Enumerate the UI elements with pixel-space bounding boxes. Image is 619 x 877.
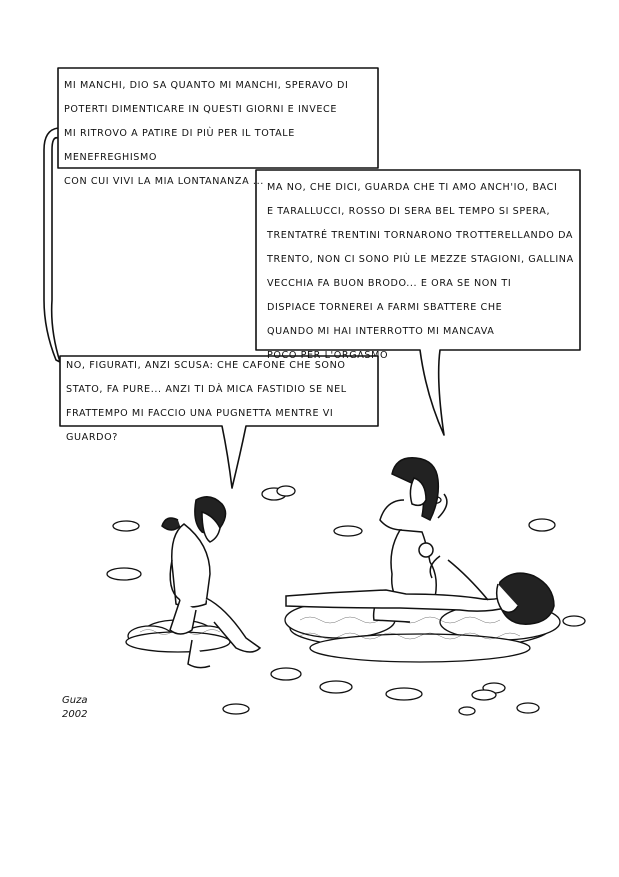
balloon-3-text: NO, FIGURATI, ANZI SCUSA: CHE CAFONE CHE SONO STATO, FA PURE... ANZI TI DÀ MICA FASTIDIO SE NEL FRATTEMPO MI FACCIO UNA PUGNETTA MENTRE VI GUARDO?: [66, 360, 347, 443]
cloud-small: [320, 681, 352, 693]
cloud-small: [113, 521, 139, 531]
cloud-small: [107, 568, 141, 580]
cloud-small: [271, 668, 301, 680]
artist-signature: Guza 2002: [62, 695, 88, 720]
balloon-2-text: MA NO, CHE DICI, GUARDA CHE TI AMO ANCH'IO, BACI E TARALLUCCI, ROSSO DI SERA BEL TEMPO SI SPERA, TRENTATRÉ TRENTINI TORNARONO TROTTERELLANDO DA TRENTO, NON CI SONO PIÙ LE MEZZE STAGIONI, GALLINA VECCHIA FA BUON BRODO... E ORA SE NON TI DISPIACE TORNEREI A FARMI SBATTERE CHE QUANDO MI HAI INTERROTTO MI MANCAVA POCO PER L'ORGASMO: [267, 182, 574, 361]
balloon-1-text: MI MANCHI, DIO SA QUANTO MI MANCHI, SPERAVO DI POTERTI DIMENTICARE IN QUESTI GIORNI E INVECE MI RITROVO A PATIRE DI PIÙ PER IL TOTALE MENEFREGHISMO CON CUI VIVI LA MIA LONTANANZA ...: [64, 80, 349, 187]
cloud-small: [472, 690, 496, 700]
cloud-small: [459, 707, 475, 715]
cloud-small: [517, 703, 539, 713]
cloud-small: [529, 519, 555, 531]
cloud-small: [334, 526, 362, 536]
cloud-small: [563, 616, 585, 626]
cloud-small: [386, 688, 422, 700]
cloud-small: [223, 704, 249, 714]
cloud-small: [262, 486, 295, 500]
